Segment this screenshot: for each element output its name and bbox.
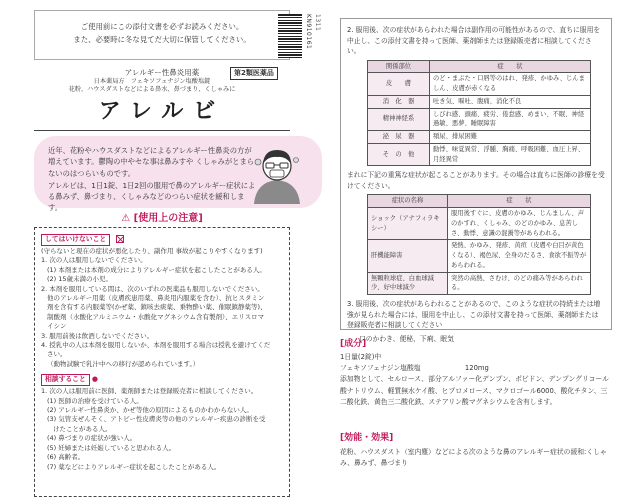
table-row	[368, 95, 591, 108]
table-row	[368, 208, 591, 240]
table-row-symptoms: 動悸、味覚異常、浮腫、胸痛、呼吸困難、血圧上昇、月経異常	[430, 143, 591, 166]
dont-item: イシン	[47, 322, 67, 331]
dont-item: 剤を含有する内服薬等(かぜ薬、鎮咳去痰薬、乗物酔い薬、催眠鎮静薬等)、	[47, 303, 267, 312]
divider	[34, 130, 290, 131]
consult-item: 1. 次の人は服用前に医師、薬剤師または登録販売者に相談してください。	[41, 387, 258, 396]
product-title-block	[34, 64, 290, 126]
left-panel	[34, 6, 322, 496]
composition-body	[340, 352, 610, 408]
dont-item: (1) 本剤または本剤の成分によりアレルギー症状を起こしたことがある人。	[47, 265, 266, 274]
dont-item: さい。	[47, 350, 67, 359]
consult-list	[41, 387, 283, 472]
table-row-symptoms: 頻尿、排尿困難	[430, 131, 591, 144]
composition-additives: 添加物として、セルロース、部分アルファー化デンプン、ポビドン、デンプングリコール酸ナトリウム、軽質無水ケイ酸、ヒプロメロース、マクロゴール6000、酸化チタン、三二酸化鉄、黄色三二酸化鉄、ステアリン酸マグネシウムを含有します。	[340, 375, 609, 406]
table-row-label: 精神神経系	[368, 108, 430, 131]
composition-ingredient: フェキソフェナジン塩酸塩	[340, 364, 421, 373]
side-effects-box	[340, 18, 612, 343]
product-indication-line: 花粉、ハウスダストなどによる鼻水、鼻づまり、くしゃみに	[68, 86, 236, 94]
dont-note: (守らないと現在の症状が悪化したり、副作用 事故が起こりやすくなります)	[41, 246, 263, 255]
consult-label: 相談すること	[41, 374, 90, 386]
dont-item: 4. 授乳中の人は本剤を服用しないか、本剤を服用する場合は授乳を避けてくだ	[41, 341, 271, 350]
table-row-label: 消 化 器	[368, 95, 430, 108]
barcode-number: KN910161	[305, 14, 313, 50]
table-row-label: 無顆粒球症、白血球減少、好中球減少	[368, 272, 448, 295]
table-row-label: ショック（アナフィラキシー）	[368, 208, 448, 240]
notice-line-1: ご使用前にこの添付文書を必ずお読みください。	[80, 22, 244, 31]
dont-item: 1. 次の人は服用しないでください。	[41, 256, 147, 265]
warning-triangle-icon: ⚠	[121, 213, 131, 224]
precautions-heading	[34, 212, 290, 226]
table-row-label: 泌 尿 器	[368, 131, 430, 144]
table1-header: 症 状	[430, 60, 591, 73]
dont-item: 他のアレルギー用薬（皮膚疾患用薬、鼻炎用内服薬を含む）、抗ヒスタミン	[47, 293, 265, 302]
table-row-symptoms: 服用後すぐに、皮膚のかゆみ、じんましん、声のかすれ、くしゃみ、のどのかゆみ、息苦しさ、動悸、意識の混濁等があらわれる。	[448, 208, 591, 240]
precautions-heading-text: [使用上の注意]	[133, 213, 203, 224]
table-row	[368, 272, 591, 295]
dont-item: 制酸剤（水酸化アルミニウム・水酸化マグネシウム含有製剤）、エリスロマ	[47, 312, 265, 321]
persistent-symptoms-text: 3. 服用後、次の症状があらわれることがあるので、このような症状の持続または増強が見られた場合には、服用を中止し、この添付文書を持って医師、薬剤師または登録販売者に相談してください	[347, 300, 601, 330]
table-row-symptoms: 突然の高熱、さむけ、のどの痛み等があらわれる。	[448, 272, 591, 295]
barcode-number-2: 1311	[314, 14, 322, 32]
table-row	[368, 240, 591, 272]
consult-flag-icon: ●	[91, 375, 98, 384]
dont-item: 2. 本剤を服用している間は、次のいずれの医薬品も服用しないでください。	[41, 284, 264, 293]
dont-list	[41, 256, 283, 369]
consult-item: けたことがある人。	[53, 424, 112, 433]
product-subtitle: アレルギー性鼻炎用薬	[124, 68, 200, 77]
composition-amount: 120mg	[464, 364, 489, 373]
serious-symptoms-table	[367, 194, 591, 295]
dont-label: してはいけないこと	[41, 234, 110, 246]
notice-line-2: また、必要時に冬な見てだ大切に保管してください。	[73, 34, 251, 44]
right-panel	[340, 18, 612, 494]
brand-name: アレルビ	[98, 98, 226, 124]
consult-item: (1) 医師の治療を受けている人。	[47, 396, 143, 405]
persistent-symptoms-list: 口のかわき、便秘、下痢、眠気	[359, 334, 454, 343]
table-row-label: そ の 他	[368, 143, 430, 166]
consult-item: (3) 気管支ぜんそく、アトピー性皮膚炎等の他のアレルギー疾患の診断を受	[47, 415, 266, 424]
composition-dose: 1日量(2錠)中	[340, 353, 382, 361]
intro-paragraph-2: アレルビは、1日1錠、1日2回の服用で鼻のアレルギー症状による鼻みず、鼻づまり、くしゃみなどのつらい症状を緩和します。	[48, 180, 256, 213]
composition-ingredient-row	[340, 363, 610, 374]
table-row	[368, 108, 591, 131]
table-row	[368, 143, 591, 166]
barcode	[278, 14, 334, 62]
composition-heading: [成分]	[340, 339, 367, 349]
consult-item: (6) 高齢者。	[47, 453, 85, 462]
consult-item: (5) 妊婦または妊娠していると思われる人。	[47, 443, 176, 452]
side-effects-table	[367, 60, 591, 167]
barcode-bars-icon	[278, 14, 302, 58]
precautions-box	[34, 227, 290, 497]
table-row-symptoms: しびれ感、頭痛、疲労、倦怠感、めまい、不眠、神経過敏、悪夢、睡眠障害	[430, 108, 591, 131]
side-effects-intro: 2. 服用後、次の症状があらわれた場合は副作用の可能性があるので、直ちに服用を中止し、この添付文書を持って医師、薬剤師または登録販売者に相談してください。	[347, 26, 601, 56]
intro-paragraph-1: 近年、花粉やハウスダストなどによるアレルギー性鼻炎の方が増えています。鬱陶の中やセな事は鼻みすや くしゃみがとまらないのはつらいものです。	[48, 146, 255, 178]
serious-symptoms-intro: まれに下記の重篤な症状が起こることがあります。その場合は直ちに医師の診療を受けてください。	[347, 171, 605, 190]
effects-body: 花粉、ハウスダスト（室内塵）などによる次のような鼻のアレルギー症状の緩和:くしゃみ、鼻みず、鼻づまり	[340, 448, 607, 468]
table-row-label: 肝機能障害	[368, 240, 448, 272]
consult-item: (7) 薬などによりアレルギー症状を起こしたことがある人。	[47, 462, 221, 471]
consult-item: (2) アレルギー性鼻炎か、かぜ等他の原因によるものかわからない人。	[47, 406, 253, 415]
dont-item: （動物試験で乳汁中への移行が認められています。）	[47, 359, 200, 368]
table1-header: 関係部位	[368, 60, 430, 73]
dont-item: (2) 15歳未満の小児。	[47, 275, 113, 284]
sneezing-person-illustration-icon	[246, 142, 308, 204]
read-before-use-notice	[34, 10, 290, 60]
table-row-label: 皮 膚	[368, 73, 430, 96]
table2-header: 症状の名称	[368, 195, 448, 208]
product-ingredient-line: 日本薬局方 フェキソフェナジン塩酸塩錠	[93, 78, 211, 86]
table2-header: 症 状	[448, 195, 591, 208]
table-row-symptoms: のど・まぶた・口唇等のはれ、発疹、かゆみ、じんましん、皮膚が赤くなる	[430, 73, 591, 96]
table-row	[368, 73, 591, 96]
effects-heading: [効能・効果]	[340, 433, 394, 443]
consult-item: (4) 鼻づまりの症状が強い人。	[47, 434, 137, 443]
table-row	[368, 131, 591, 144]
table-row-symptoms: 吐き気、嘔吐、腹痛、消化不良	[430, 95, 591, 108]
drug-category-badge: 第2類医薬品	[230, 67, 278, 80]
dont-item: 3. 服用前後は飲酒しないでください。	[41, 331, 154, 340]
prohibited-icon	[116, 235, 124, 243]
table-row-symptoms: 発熱、かゆみ、発疹、黄疸（皮膚や白目が黄色くなる）、褐色尿、全身のだるさ、食欲不振等があらわれる。	[448, 240, 591, 272]
